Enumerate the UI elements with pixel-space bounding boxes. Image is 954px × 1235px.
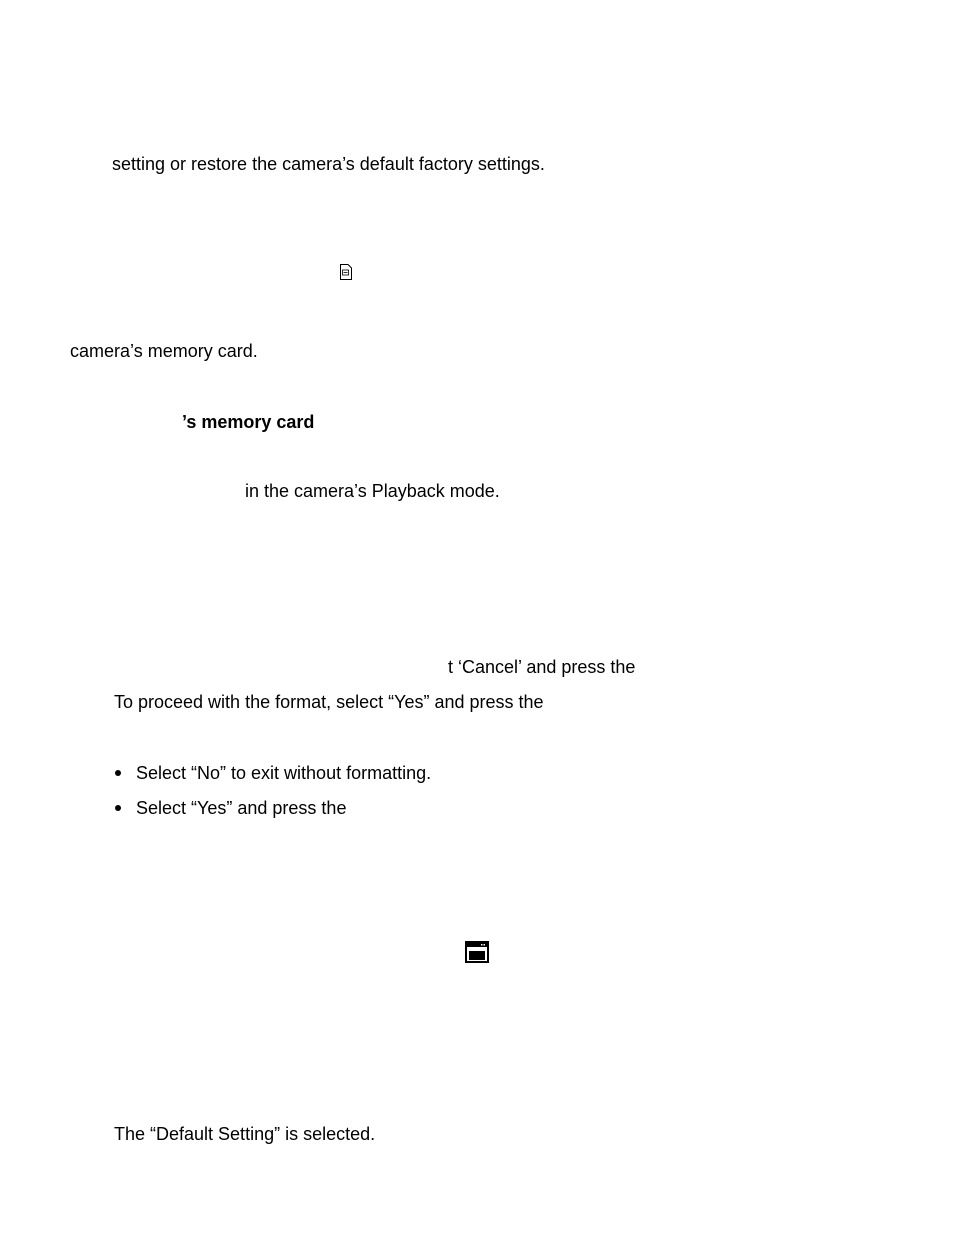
text-line-default-setting: The “Default Setting” is selected. bbox=[114, 1124, 376, 1144]
text-line-playback-mode: in the camera’s Playback mode. bbox=[245, 481, 500, 501]
bullet-dot bbox=[115, 805, 121, 811]
text-line-memory-card: camera’s memory card. bbox=[70, 341, 258, 361]
text-line-proceed-format: To proceed with the format, select “Yes” and press the bbox=[114, 692, 544, 712]
bullet-dot bbox=[115, 770, 121, 776]
text-line-settings-intro: setting or restore the camera’s default factory settings. bbox=[112, 154, 545, 174]
bullet-item-no: Select “No” to exit without formatting. bbox=[136, 763, 432, 783]
bullet-item-yes: Select “Yes” and press the bbox=[136, 798, 347, 818]
menu-window-icon bbox=[465, 941, 489, 963]
text-line-cancel: t ‘Cancel’ and press the bbox=[448, 657, 636, 677]
sd-card-icon bbox=[339, 264, 352, 280]
heading-memory-card: ’s memory card bbox=[182, 412, 315, 432]
